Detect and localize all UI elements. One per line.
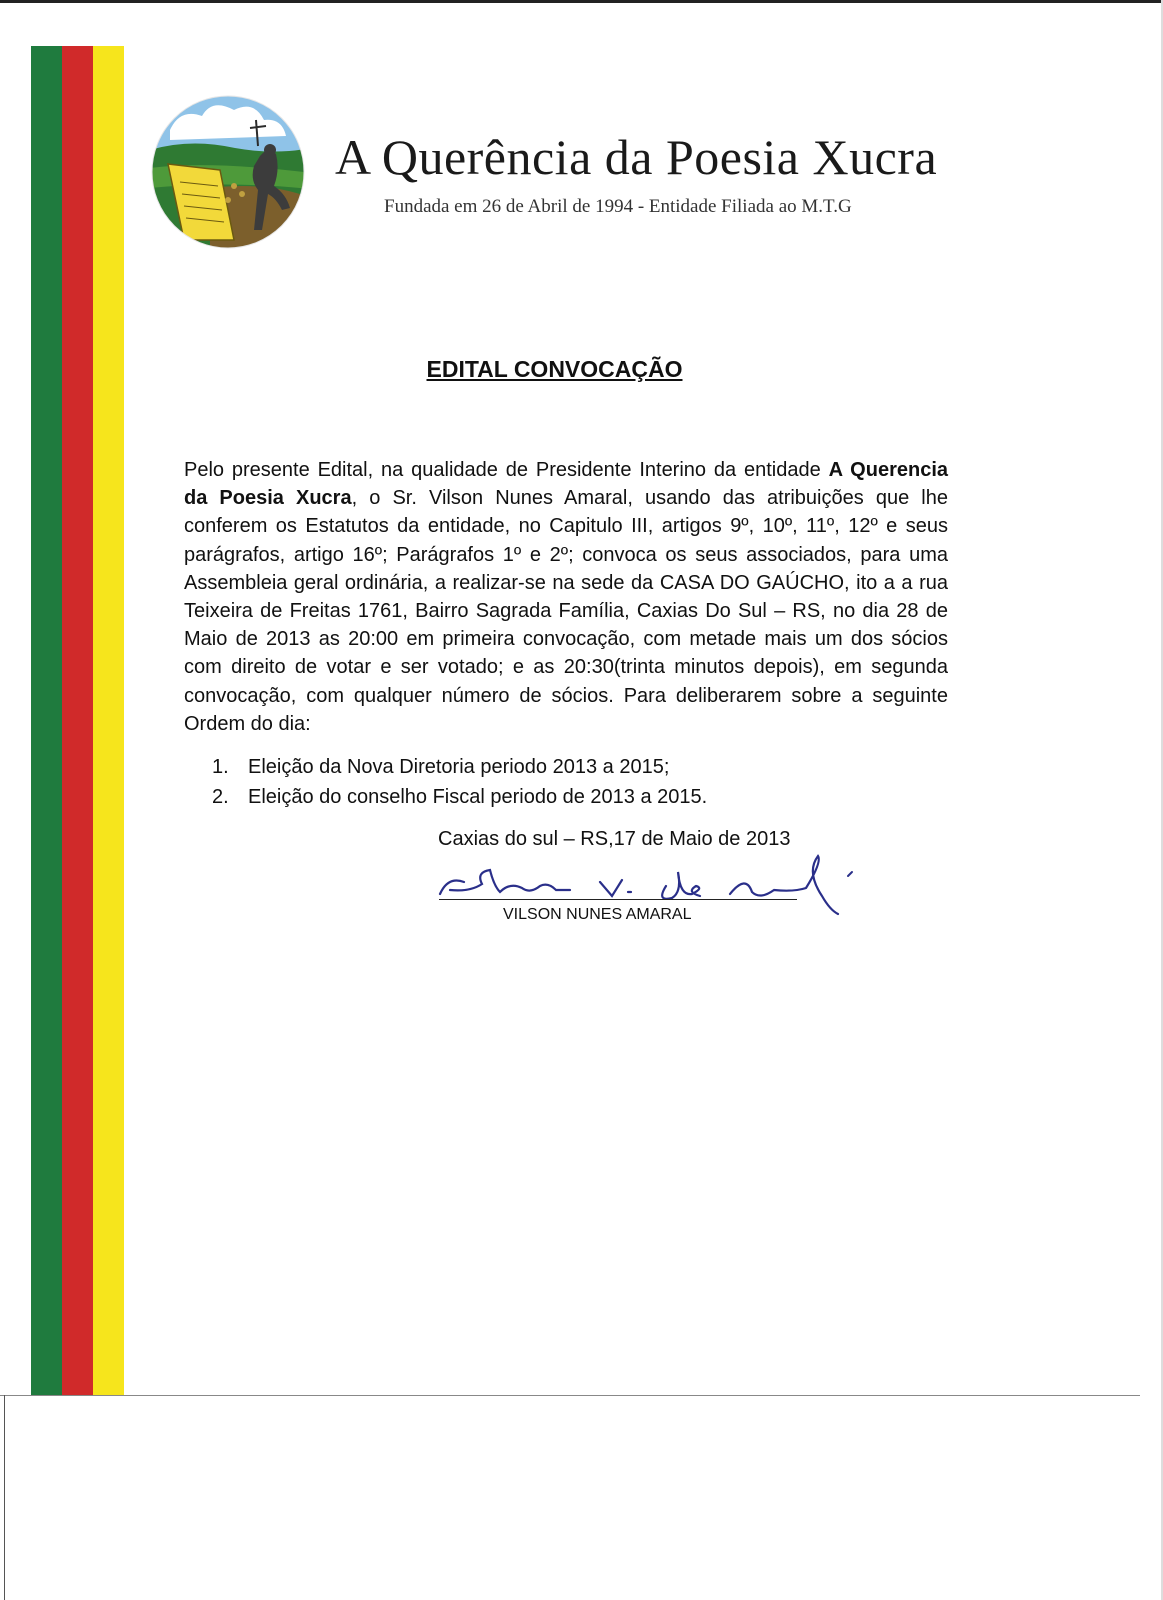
flag-stripe-red bbox=[62, 46, 93, 1395]
scan-top-edge bbox=[0, 0, 1163, 3]
document-heading-text: EDITAL CONVOCAÇÃO bbox=[426, 356, 683, 382]
document-body bbox=[184, 456, 948, 738]
signer-name: VILSON NUNES AMARAL bbox=[503, 906, 692, 923]
page-left-edge bbox=[4, 1395, 5, 1600]
organization-logo bbox=[150, 90, 320, 260]
entity-name: A Querencia da Poesia Xucra bbox=[184, 459, 948, 510]
agenda-item bbox=[212, 752, 707, 782]
agenda-item-text: Eleição do conselho Fiscal periodo de 2013 a 2015. bbox=[248, 786, 708, 808]
document-heading bbox=[0, 356, 1163, 383]
organization-title: A Querência da Poesia Xucra bbox=[335, 129, 938, 185]
flag-stripe-yellow bbox=[93, 46, 124, 1395]
agenda-item-text: Eleição da Nova Diretoria periodo 2013 a 2015; bbox=[248, 756, 670, 778]
agenda-item bbox=[212, 782, 707, 812]
page-bottom-edge bbox=[0, 1395, 1140, 1396]
flag-stripe-green bbox=[31, 46, 62, 1395]
body-intro: Pelo presente Edital, na qualidade de Presidente Interino da entidade bbox=[184, 459, 829, 481]
body-rest: , o Sr. Vilson Nunes Amaral, usando das atribuições que lhe conferem os Estatutos da entidade, no Capitulo III, artigos 9º, 10º, 11º, 12º e seus parágrafos, artigo 16º; Parágrafos 1º e 2º; convoca os seus associados, para uma Assembleia geral ordinária, a realizar-se na sede da CASA DO GAÚCHO, ito a a rua Teixeira de Freitas 1761, Bairro Sagrada Família, Caxias Do Sul – RS, no dia 28 de Maio de 2013 as 20:00 em primeira convocação, com metade mais um dos sócios com direito de votar e ser votado; e as 20:30(trinta minutos depois), em segunda convocação, com qualquer número de sócios. Para deliberarem sobre a seguinte Ordem do dia: bbox=[184, 487, 948, 735]
organization-subtitle: Fundada em 26 de Abril de 1994 - Entidade Filiada ao M.T.G bbox=[384, 196, 852, 217]
agenda-item-number: 2. bbox=[212, 786, 229, 808]
place-and-date: Caxias do sul – RS,17 de Maio de 2013 bbox=[438, 828, 791, 850]
signature-line bbox=[439, 899, 797, 900]
agenda-list bbox=[212, 752, 707, 812]
agenda-item-number: 1. bbox=[212, 756, 229, 778]
